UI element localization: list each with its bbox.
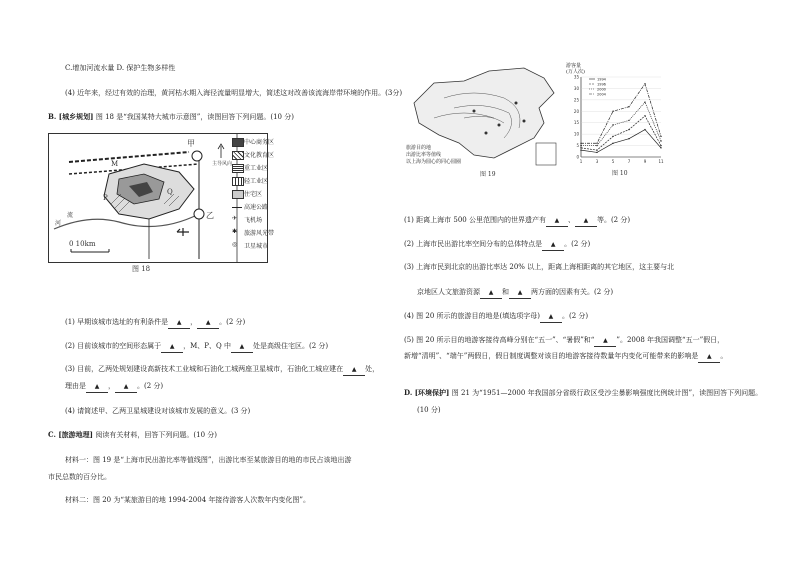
material-1-line-2: 市民总数的百分比。 [48, 473, 111, 481]
material-2: 材料二：图 20 为“某旅游目的地 1994-2004 年接待游客人次数年内变化图”。 [65, 496, 310, 504]
right-question-1: (1) 距离上海市 500 公里范围内的世界遗产有 ▲ 、 ▲ 等。(2 分) [404, 215, 630, 227]
data-point [660, 140, 661, 141]
left-question-4: (4) 请简述甲、乙两卫星城建设对该城市发展的意义。(3 分) [65, 407, 251, 415]
legend-heavy-swatch [232, 164, 244, 173]
visitor-line-chart [565, 63, 665, 167]
data-point [580, 143, 581, 144]
series-line-1996 [581, 116, 661, 150]
data-point [660, 136, 661, 137]
figure-18-caption: 图 18 [132, 265, 151, 273]
data-point [596, 143, 597, 144]
data-point [644, 83, 645, 84]
right-question-3-cont: 京地区人文旅游资源 ▲ 和 ▲ 两方面的因素有关。(2 分) [417, 287, 613, 299]
data-point [628, 138, 629, 139]
data-point [628, 106, 629, 107]
data-point [612, 111, 613, 112]
legend-satellite: 卫星城市 [244, 243, 269, 250]
legend-label: 2000 [597, 87, 606, 92]
fig19-legend-3: 以上海为圆心的同心圆圈 [406, 159, 462, 165]
legend-scenic: 旅游风光带 [244, 230, 275, 237]
legend-expressway-line [232, 207, 242, 208]
satellite-city-jia-label: 甲 [187, 139, 195, 148]
legend-culture: 文化教育区 [244, 152, 275, 159]
section-b-heading [48, 112, 294, 122]
legend-cbd: 中心商务区 [244, 139, 275, 146]
y-tick-label: 25 [573, 97, 579, 103]
chart-ylabel: 游客量 (万人次) [566, 63, 585, 75]
data-point [660, 145, 661, 146]
previous-question-4: (4) 近年来，经过有效的治理，黄河枯水期入海径流量明显增大，简述这对改善该流海岸带环境的作用。(3分) [65, 89, 403, 97]
right-question-5-cont: 新增“清明”、“端午”两假日，假日制度调整对该目的地游客接待数量年内变化可能带来的影响是 ▲ 。 [404, 351, 727, 363]
scale-label: 0 10km [69, 240, 96, 248]
x-tick-label: 3 [595, 159, 599, 164]
left-question-2: (2) 目前该城市的空间形态属于 ▲ ，M、P、Q 中 ▲ 处是高级住宅区。(2 分) [65, 341, 328, 353]
data-point [580, 149, 581, 150]
section-d-score: (10 分) [417, 406, 441, 414]
y-tick-label: 5 [576, 143, 579, 149]
section-c-title: C. [旅游地理] [48, 430, 96, 439]
river-label-2: 流 [67, 212, 74, 219]
x-tick-label: 7 [627, 159, 631, 164]
legend-residential: 住宅区 [244, 191, 263, 198]
left-question-1: (1) 早期该城市选址的有利条件是 ▲ ， ▲ 。(2 分) [65, 317, 245, 329]
data-point [612, 136, 613, 137]
x-tick-label: 5 [611, 159, 615, 164]
y-tick-label: 15 [573, 120, 579, 126]
right-question-4: (4) 图 20 所示的旅游目的地是(填选项字母) ▲ 。(2 分) [404, 311, 588, 323]
legend-cbd-swatch [232, 138, 244, 147]
section-d-intro: 图 21 为“1951—2000 年我国部分省级行政区受沙尘暴影响强度比例统计图”，读图回答下列问题。 [451, 389, 763, 397]
legend-light-industry: 轻工业区 [244, 178, 269, 185]
right-question-2: (2) 上海市民出游比率空间分布的总体特点是 ▲ 。(2 分) [404, 239, 590, 251]
y-tick-label: 0 [576, 154, 579, 160]
legend-scenic-icon: ✱ [232, 228, 238, 235]
section-b-intro: 图 18 是“我国某特大城市示意图”，读图回答下列问题。(10 分) [95, 113, 294, 121]
x-tick-label: 9 [643, 159, 647, 164]
river-label: 河 [55, 220, 62, 227]
right-question-3: (3) 上海市民到北京的出游比率达 20% 以上，距离上海相距离的其它地区，这主要与北 [404, 263, 675, 271]
location-m-label: M [111, 160, 119, 168]
data-point [612, 124, 613, 125]
data-point [628, 129, 629, 130]
data-point [660, 147, 661, 148]
legend-light-swatch [232, 177, 244, 186]
x-tick-label: 1 [579, 159, 583, 164]
legend-heavy-industry: 重工业区 [244, 165, 269, 172]
data-point [596, 145, 597, 146]
legend-expressway: 高速公路 [244, 204, 269, 211]
location-q-label: Q [167, 188, 173, 196]
material-1-line-1: 材料一：图 19 是“上海市民出游比率等值线图”，出游比率至某旅游目的地的市民占该地出游 [65, 456, 352, 464]
data-point [644, 129, 645, 130]
data-point [644, 101, 645, 102]
y-tick-label: 35 [573, 74, 579, 80]
figure-20-caption: 图 10 [612, 170, 628, 177]
x-tick-label: 11 [658, 159, 664, 164]
data-point [628, 120, 629, 121]
data-point [580, 145, 581, 146]
section-d-title: D. [环境保护] [404, 388, 452, 397]
wind-direction-label: 主导风向 [212, 161, 233, 167]
left-question-3: (3) 目前，乙两处规划建设高新技术工业城和石油化工城两座卫星城市，石油化工城应建在 ▲ 处， [65, 364, 379, 376]
legend-label: 1996 [597, 82, 606, 87]
data-point [596, 149, 597, 150]
right-question-5: (5) 图 20 所示目的地游客接待高峰分别在“五一”、“暑假”和“ ▲ ”。2008 年我国调整“五一”假日， [404, 335, 724, 347]
section-b-title: B. [城乡规划] [48, 112, 96, 121]
legend-label: 2004 [597, 92, 606, 97]
fig19-legend-1: 旅游目的地 [406, 145, 432, 151]
legend-residential-swatch [232, 190, 244, 199]
section-c-intro: 阅读有关材料，回答下列问题。(10 分) [95, 431, 217, 439]
data-point [612, 143, 613, 144]
legend-airport: 飞机场 [244, 217, 263, 224]
y-tick-label: 20 [573, 108, 579, 114]
legend-culture-swatch [232, 151, 244, 160]
fig19-legend-2: 出游比率等值线 [406, 152, 442, 158]
section-d-heading [404, 388, 762, 398]
legend-label: 1994 [597, 77, 606, 82]
left-question-3-cont: 理由是 ▲ ， ▲ 。(2 分) [65, 381, 163, 393]
y-tick-label: 10 [573, 131, 579, 137]
legend-airport-icon: ✈ [232, 215, 238, 222]
location-p-label: P [103, 194, 108, 202]
figure-19-caption: 图 19 [480, 171, 496, 178]
section-c-heading [48, 430, 217, 440]
answer-options-line: C.增加河流水量 D. 保护生物多样性 [65, 64, 176, 72]
data-point [596, 152, 597, 153]
legend-satellite-icon: ◎ [232, 241, 238, 248]
data-point [644, 115, 645, 116]
figure-20-chart [565, 63, 665, 167]
data-point [580, 147, 581, 148]
y-tick-label: 30 [573, 85, 579, 91]
satellite-city-yi-label: 乙 [206, 211, 214, 220]
